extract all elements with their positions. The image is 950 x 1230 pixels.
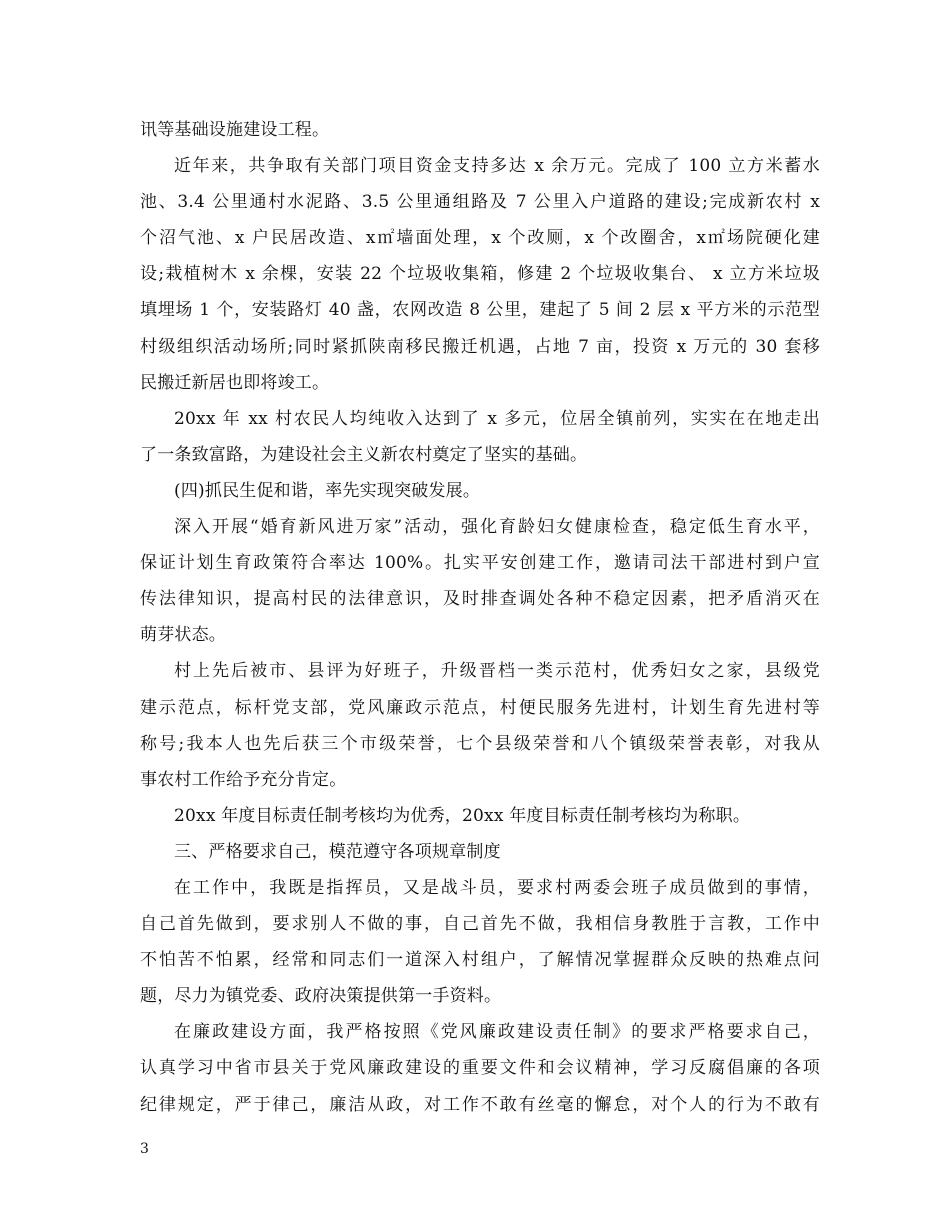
- text-line: 个沼气池、x 户民居改造、x㎡墙面处理，x 个改厕，x 个改圈舍，x㎡场院硬化建: [140, 228, 820, 249]
- body-text: [140, 112, 820, 1123]
- text-line: 设;栽植树木 x 余棵，安装 22 个垃圾收集箱，修建 2 个垃圾收集台、 x 立方米垃圾: [140, 264, 820, 285]
- text-line: 保证计划生育政策符合率达 100%。扎实平安创建工作，邀请司法干部进村到户宣: [140, 553, 820, 574]
- page-number: 3: [140, 1141, 149, 1157]
- text-line: 萌芽状态。: [140, 625, 226, 646]
- section-heading: (四)抓民生促和谐，率先实现突破发展。: [174, 480, 481, 501]
- text-line: 20xx 年度目标责任制考核均为优秀，20xx 年度目标责任制考核均为称职。: [174, 805, 751, 826]
- text-line: 民搬迁新居也即将竣工。: [140, 372, 330, 393]
- section-heading: 三、严格要求自己，模范遵守各项规章制度: [174, 841, 501, 862]
- text-line: 自己首先做到，要求别人不做的事，自己首先不做，我相信身教胜于言教，工作中: [140, 914, 820, 935]
- text-line: 不怕苦不怕累，经常和同志们一道深入村组户，了解情况掌握群众反映的热难点问: [140, 950, 820, 971]
- text-line: 称号;我本人也先后获三个市级荣誉，七个县级荣誉和八个镇级荣誉表彰，对我从: [140, 733, 820, 754]
- text-line: 在廉政建设方面，我严格按照《党风廉政建设责任制》的要求严格要求自己，: [174, 1022, 820, 1043]
- text-line: 填埋场 1 个，安装路灯 40 盏，农网改造 8 公里，建起了 5 间 2 层 x 平方米的示范型: [140, 300, 820, 321]
- text-line: 村级组织活动场所;同时紧抓陕南移民搬迁机遇，占地 7 亩，投资 x 万元的 30 套移: [140, 336, 820, 357]
- text-line: 深入开展“婚育新风进万家”活动，强化育龄妇女健康检查，稳定低生育水平，: [174, 517, 820, 538]
- text-line: 题，尽力为镇党委、政府决策提供第一手资料。: [140, 986, 502, 1007]
- text-line: 讯等基础设施建设工程。: [140, 120, 330, 140]
- text-line: 池、3.4 公里通村水泥路、3.5 公里通组路及 7 公里入户道路的建设;完成新农村 x: [140, 192, 820, 213]
- text-line: 在工作中，我既是指挥员，又是战斗员，要求村两委会班子成员做到的事情，: [174, 877, 820, 898]
- text-line: 村上先后被市、县评为好班子，升级晋档一类示范村，优秀妇女之家，县级党: [174, 661, 820, 682]
- text-line: 建示范点，标杆党支部，党风廉政示范点，村便民服务先进村，计划生育先进村等: [140, 697, 820, 718]
- text-line: 20xx 年 xx 村农民人均纯收入达到了 x 多元，位居全镇前列，实实在在地走出: [174, 408, 820, 429]
- text-line: 事农村工作给予充分肯定。: [140, 769, 347, 790]
- text-line: 传法律知识，提高村民的法律意识，及时排查调处各种不稳定因素，把矛盾消灭在: [140, 589, 820, 610]
- text-line: 纪律规定，严于律己，廉洁从政，对工作不敢有丝毫的懈怠，对个人的行为不敢有: [140, 1094, 820, 1115]
- text-line: 了一条致富路，为建设社会主义新农村奠定了坚实的基础。: [140, 444, 588, 465]
- text-line: 近年来，共争取有关部门项目资金支持多达 x 余万元。完成了 100 立方米蓄水: [174, 156, 820, 177]
- text-line: 认真学习中省市县关于党风廉政建设的重要文件和会议精神，学习反腐倡廉的各项: [140, 1058, 820, 1079]
